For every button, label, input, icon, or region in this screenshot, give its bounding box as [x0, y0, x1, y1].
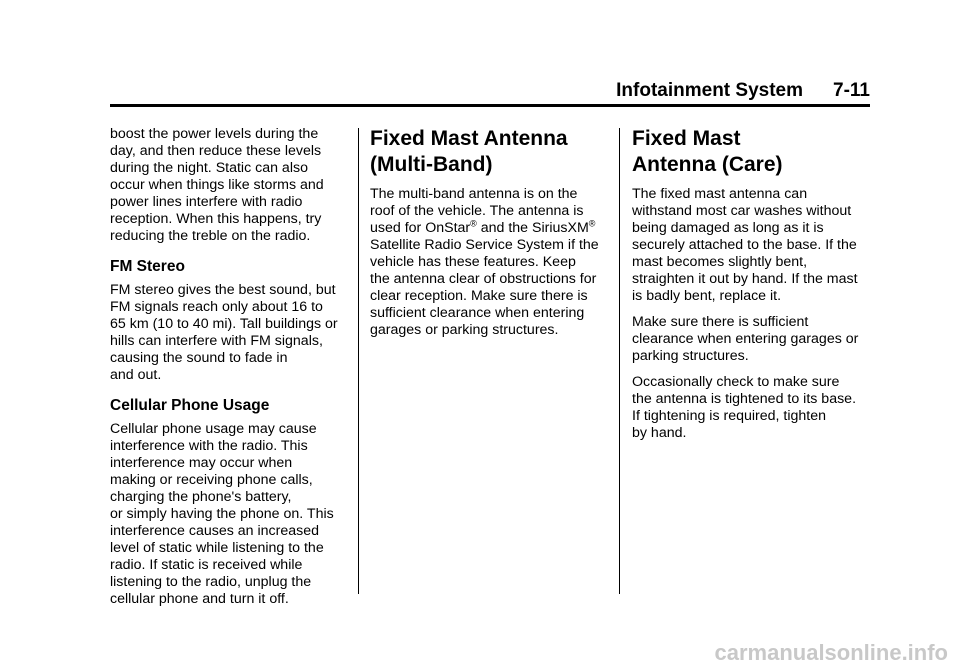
page-number: 7-11 [833, 80, 870, 101]
column-3 [632, 126, 872, 451]
column-1 [110, 126, 350, 617]
cellular-phone-paragraph: Cellular phone usage may cause interference with the radio. This interference may occur when making or receiving phone calls, charging the phone's battery, or simply having the phone on. This interference causes an increased level of static while listening to the radio. If static is received while listening to the radio, unplug the cellular phone and turn it off. [110, 421, 334, 607]
page-header [110, 80, 870, 104]
multi-band-antenna-heading: Fixed Mast Antenna (Multi-Band) [370, 127, 568, 176]
text-segment: and the SiriusXM [476, 220, 589, 236]
antenna-care-heading: Fixed Mast Antenna (Care) [632, 127, 783, 176]
text-segment: Satellite Radio Service System if the vehicle has these features. Keep the antenna clear of obstructions for clear reception. Make sure there is sufficient clearance when entering garages or parking structures. [370, 237, 599, 338]
column-divider-2 [619, 128, 620, 594]
fm-stereo-heading: FM Stereo [110, 258, 185, 275]
registered-mark: ® [588, 218, 596, 229]
cellular-phone-heading: Cellular Phone Usage [110, 397, 270, 414]
antenna-care-paragraph-1: The fixed mast antenna can withstand most car washes without being damaged as long as it is securely attached to the base. If the mast becomes slightly bent, straighten it out by hand. If the mast is badly bent, replace it. [632, 186, 858, 304]
fm-stereo-paragraph: FM stereo gives the best sound, but FM signals reach only about 16 to 65 km (10 to 40 mi). Tall buildings or hills can interfere with FM signals, causing the sound to fade in and out. [110, 282, 338, 383]
watermark: carmanualsonline.info [714, 640, 948, 665]
antenna-care-paragraph-3: Occasionally check to make sure the antenna is tightened to its base. If tightening is required, tighten by hand. [632, 374, 857, 441]
multi-band-antenna-paragraph [370, 186, 610, 339]
antenna-care-paragraph-2: Make sure there is sufficient clearance when entering garages or parking structures. [632, 314, 859, 364]
section-title: Infotainment System [616, 80, 804, 101]
intro-paragraph: boost the power levels during the day, and then reduce these levels during the night. Static can also occur when things like storms and power lines interfere with radio reception. When this happens, try reducing the treble on the radio. [110, 126, 324, 244]
registered-mark: ® [470, 218, 477, 229]
header-rule [110, 104, 870, 107]
text-segment: The multi-band antenna is on the roof of the vehicle. The antenna is used for OnStar [370, 186, 584, 236]
column-divider-1 [358, 128, 359, 594]
column-2 [370, 126, 610, 348]
